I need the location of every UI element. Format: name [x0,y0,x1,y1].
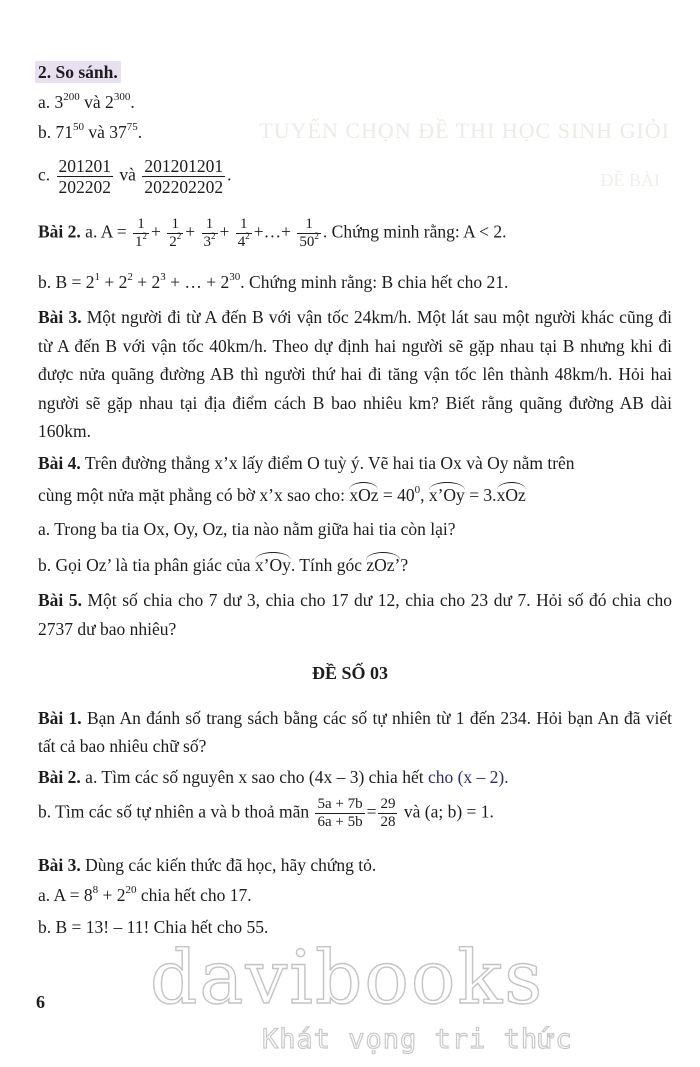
bai-2-part-a: Bài 2. a. A = $\frac{1}{1^2}$ + $\frac{1}{2^2}$ + $\frac{1}{3^2}$ + $\frac{1}{4^2}$ +…+ $\frac{1}{50^2}$ . Chứng minh rằng: A < 2. [38,216,507,250]
page-number: 6 [36,992,45,1012]
watermark-logo [150,935,550,1015]
bai-4-part-b: b. Gọi Oz’ là tia phân giác của x’Oy. Tính góc zOz’? [38,552,672,577]
angle-xprime-oy-b: x’Oy [255,552,291,574]
de03-bai-3-part-a: a. $A = 8^8 + 2^{20}$ chia hết cho 17. [38,884,252,905]
watermark-brand-text: davibooks [150,935,545,1015]
section-2-part-b: b. $71^{50}$ và $37^{75}$. [38,121,143,142]
section-2-part-a: a. $3^{200}$ và $2^{300}$. [38,91,135,112]
de03-bai-2-part-a: Bài 2. a. Tìm các số nguyên x sao cho (4x – 3) chia hết cho (x – 2). [38,767,509,787]
bleed-through-subtitle: ĐỀ BÀI [600,170,660,190]
section-2-title: 2. So sánh. [38,60,672,84]
section-2-part-c: c. $\frac{201201}{202202}$ và $\frac{201201201}{202202202}$ . [38,156,232,197]
bai-2-part-b: b. $B = 2^1 + 2^2 + 2^3$ + … + $2^{30}$. Chứng minh rằng: B chia hết cho 21. [38,271,509,292]
bai-4-part-a: a. Trong ba tia Ox, Oy, Oz, tia nào nằm giữa hai tia còn lại? [38,519,456,539]
de03-bai-3-part-b: b. B = 13! – 11! Chia hết cho 55. [38,917,269,937]
de03-bai-2-part-b: b. Tìm các số tự nhiên a và b thoả mãn $\frac{5a + 7b}{6a + 5b}$ = $\frac{29}{28}$ và (a; b) = 1. [38,796,494,830]
angle-zoz-prime: zOz’ [366,552,400,574]
watermark-tagline: Khát vọng tri thức [262,1024,573,1055]
fraction-2: $\frac{201201201}{202202202}$ [144,156,224,197]
bai-5-paragraph: Bài 5. Một số chia cho 7 dư 3, chia cho 17 dư 12, chia cho 23 dư 7. Hỏi số đó chia cho 2737 dư bao nhiêu? [38,590,673,639]
fraction-1: $\frac{201201}{202202}$ [58,156,112,197]
angle-xprime-oy: x’Oy [429,482,465,504]
angle-xoz-2: xOz [497,482,526,504]
exam-heading: ĐỀ SỐ 03 [311,663,389,683]
angle-xoz: xOz [349,482,378,504]
de03-bai-1: Bài 1. Bạn An đánh số trang sách bằng các số tự nhiên từ 1 đến 234. Hỏi bạn An đã viết tất cả bao nhiêu chữ số? [38,708,672,756]
bai-3-paragraph: Bài 3. Một người đi từ A đến B với vận tốc 24km/h. Một lát sau một người khác cũng đi từ A đến B với vận tốc 40km/h. Theo dự định hai người sẽ gặp nhau tại B nhưng khi đi được nửa quãng đường AB thì người thứ hai đi tăng vận tốc lên thành 48km/h. Hỏi hai người sẽ gặp nhau tại địa điểm cách B bao nhiêu km? Biết rằng quãng đường AB dài 160km. [38,307,672,441]
bleed-through-title: TUYỂN CHỌN ĐỀ THI HỌC SINH GIỎI [259,118,670,143]
bai-4-line-1: Bài 4. Trên đường thẳng x’x lấy điểm O tuỳ ý. Vẽ hai tia Ox và Oy nằm trên [38,453,575,473]
bai-4-line-2: cùng một nửa mặt phẳng có bờ x’x sao cho: xOz = $40^0$, x’Oy = 3.xOz [38,482,672,507]
de03-bai-3: Bài 3. Dùng các kiến thức đã học, hãy chứng tỏ. [38,855,377,875]
